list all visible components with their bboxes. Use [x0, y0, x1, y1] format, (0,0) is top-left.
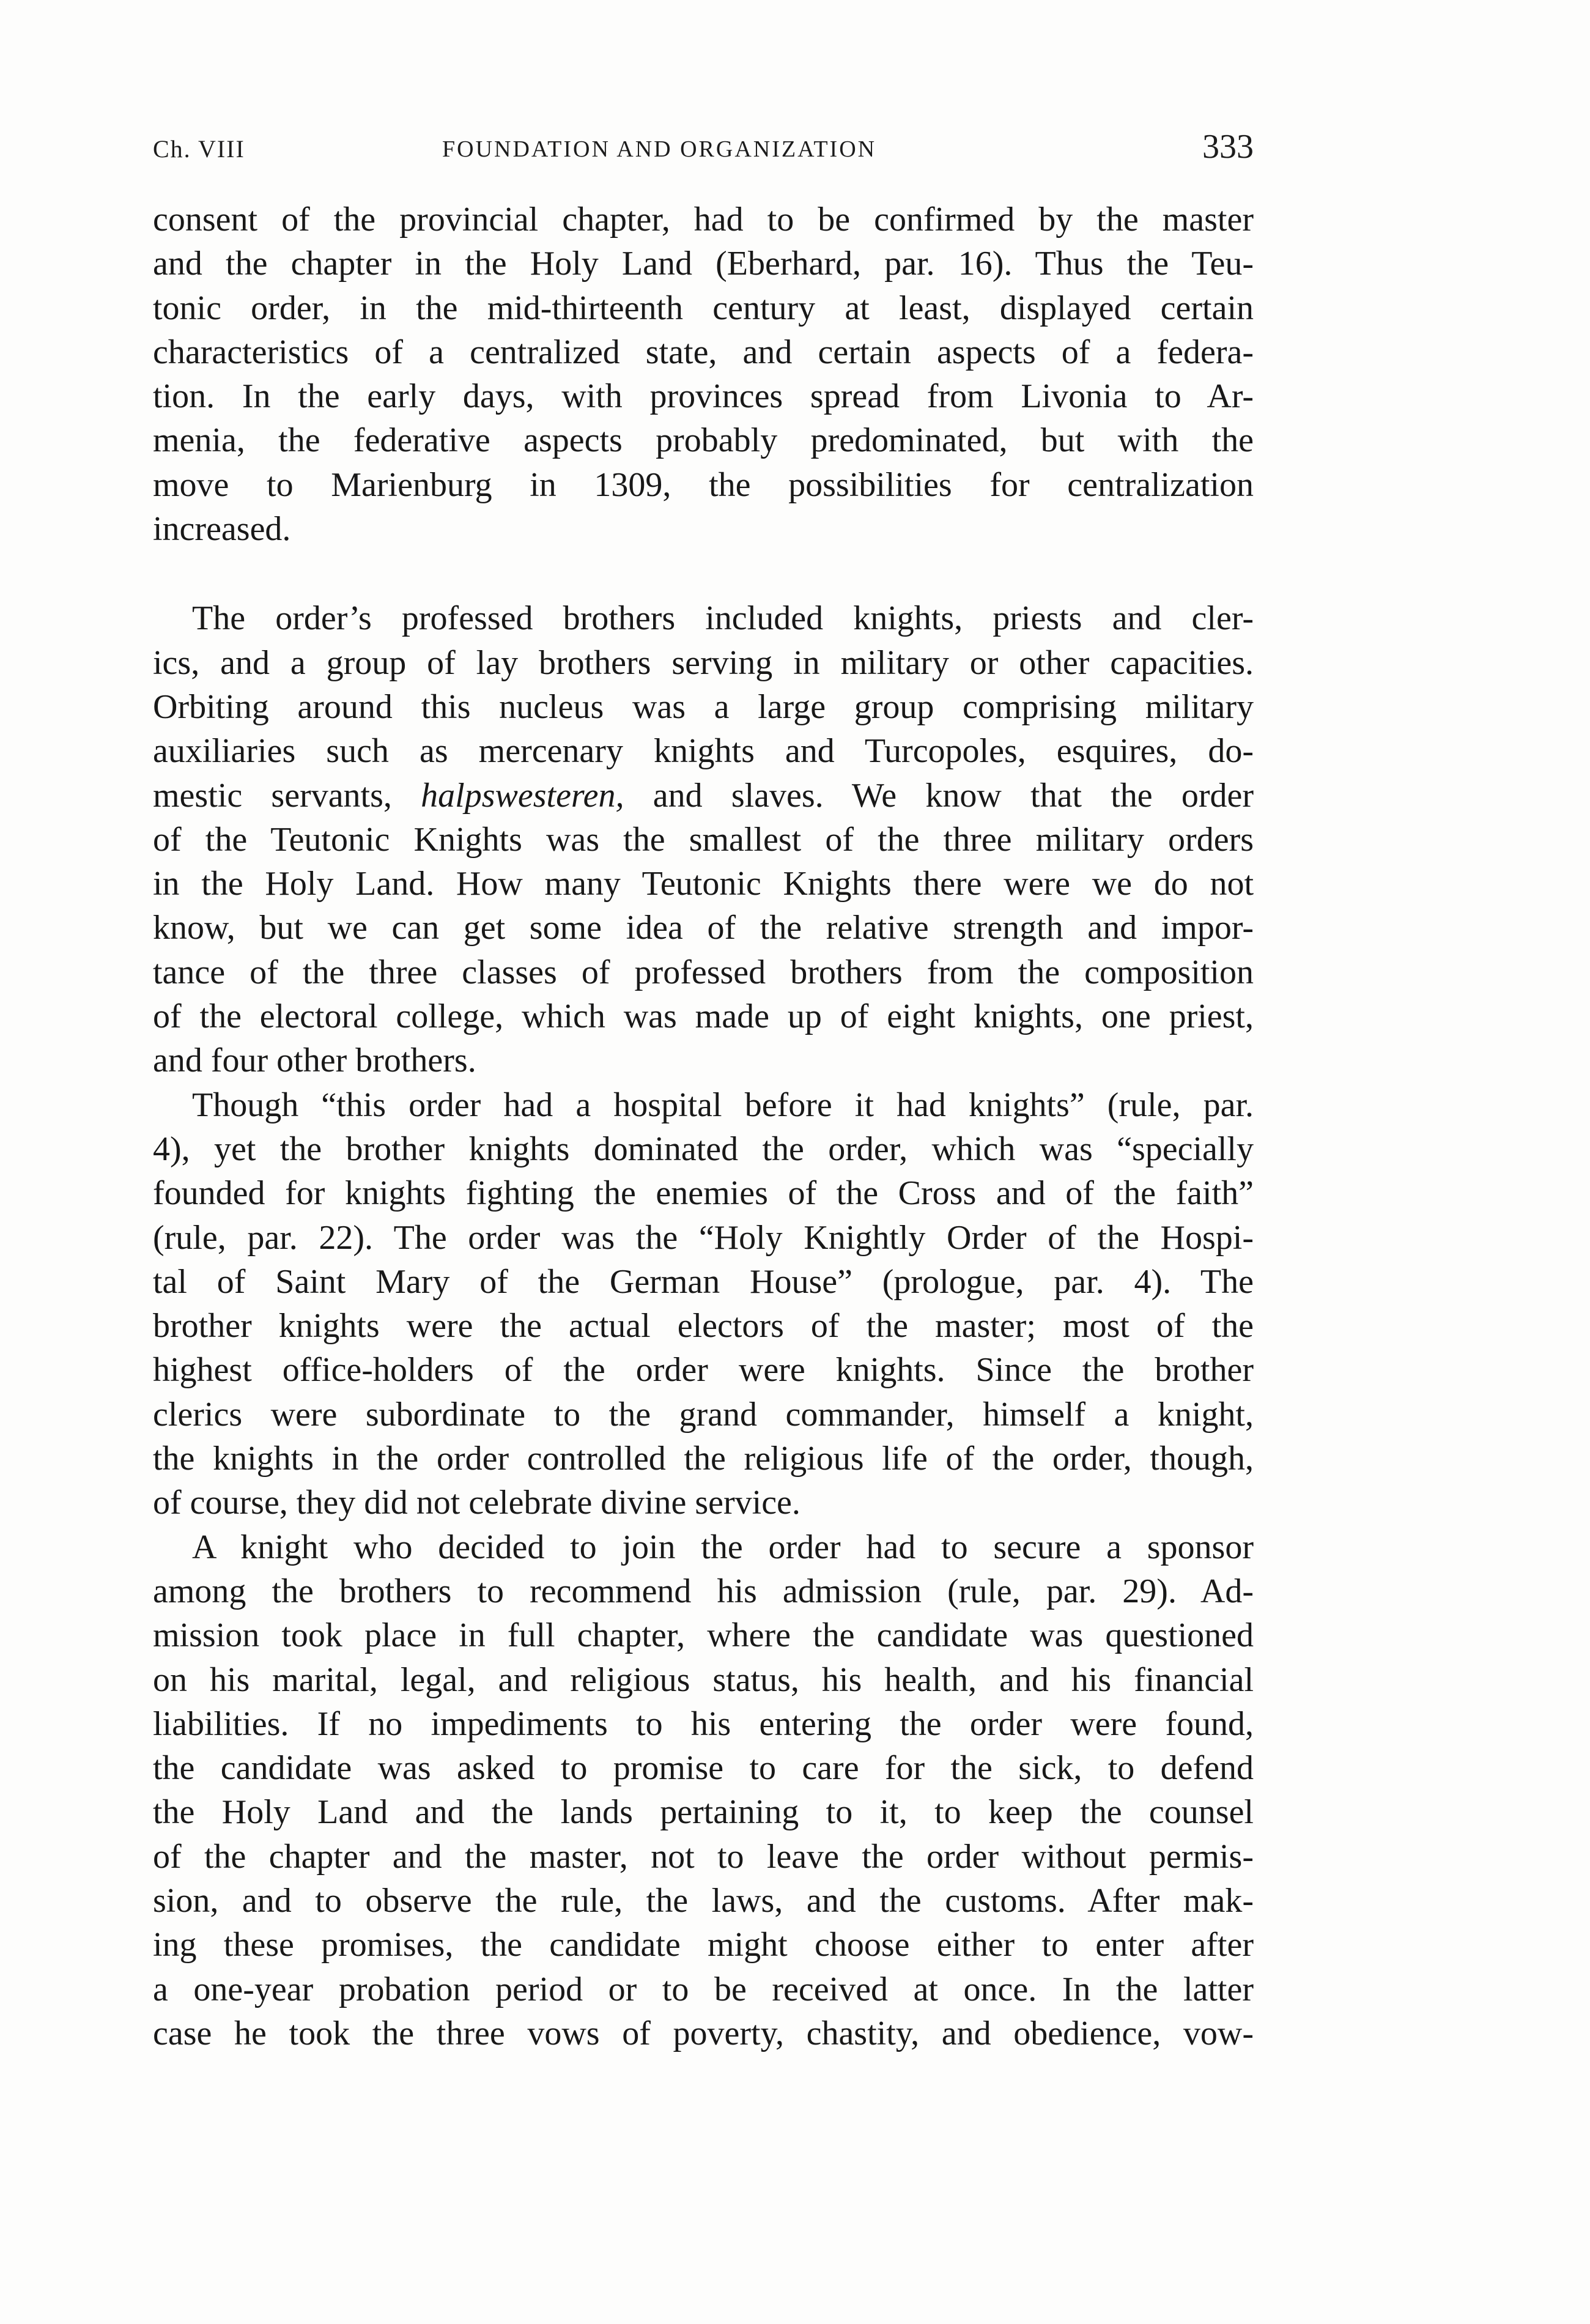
- text-line: 4), yet the brother knights dominated the order, which was “specially: [153, 1130, 1254, 1168]
- chapter-label: Ch. VIII: [153, 135, 245, 163]
- text-line: A knight who decided to join the order had to secure a sponsor: [192, 1528, 1254, 1566]
- text-line: consent of the provincial chapter, had to be confirmed by the master: [153, 201, 1254, 239]
- text-line: in the Holy Land. How many Teutonic Knights there were we do not: [153, 865, 1254, 903]
- text-line: of the chapter and the master, not to leave the order without permis-: [153, 1837, 1254, 1876]
- text-line: and four other brothers.: [153, 1042, 476, 1080]
- text-line: know, but we can get some idea of the relative strength and impor-: [153, 909, 1254, 947]
- text-line: case he took the three vows of poverty, chastity, and obedience, vow-: [153, 2014, 1254, 2052]
- text-line: (rule, par. 22). The order was the “Holy Knightly Order of the Hospi-: [153, 1218, 1254, 1257]
- text-fragment: mestic servants,: [153, 776, 392, 815]
- body-text: [153, 198, 1254, 2056]
- text-line: a one-year probation period or to be received at once. In the latter: [153, 1970, 1254, 2008]
- text-line: brother knights were the actual electors of the master; most of the: [153, 1307, 1254, 1345]
- text-fragment: and slaves. We know that the order: [653, 776, 1254, 815]
- text-line: menia, the federative aspects probably predominated, but with the: [153, 421, 1254, 460]
- text-line: tonic order, in the mid-thirteenth century at least, displayed certain: [153, 289, 1254, 327]
- paragraph-2: [153, 596, 1254, 1082]
- text-line: move to Marienburg in 1309, the possibilities for centralization: [153, 465, 1254, 504]
- text-line: the candidate was asked to promise to care for the sick, to defend: [153, 1749, 1254, 1788]
- text-line: characteristics of a centralized state, and certain aspects of a federa-: [153, 333, 1254, 371]
- text-line: tion. In the early days, with provinces spread from Livonia to Ar-: [153, 377, 1254, 416]
- text-line: liabilities. If no impediments to his entering the order were found,: [153, 1704, 1254, 1743]
- text-line: The order’s professed brothers included knights, priests and cler-: [192, 599, 1254, 638]
- text-line: clerics were subordinate to the grand commander, himself a knight,: [153, 1395, 1254, 1434]
- paragraph-1: [153, 198, 1254, 551]
- text-line: and the chapter in the Holy Land (Eberhard, par. 16). Thus the Teu-: [153, 245, 1254, 283]
- text-line: auxiliaries such as mercenary knights and Turcopoles, esquires, do-: [153, 732, 1254, 771]
- text-line: the Holy Land and the lands pertaining to it, to keep the counsel: [153, 1793, 1254, 1832]
- text-line-with-italic: [153, 774, 1254, 818]
- chapter-title: FOUNDATION AND ORGANIZATION: [442, 136, 877, 162]
- text-line: of the Teutonic Knights was the smallest of the three military orders: [153, 820, 1254, 859]
- paragraph-3: [153, 1083, 1254, 1525]
- text-line: the knights in the order controlled the religious life of the order, though,: [153, 1440, 1254, 1478]
- running-head: [153, 127, 1254, 170]
- page-number: 333: [1202, 128, 1254, 166]
- text-line: of course, they did not celebrate divine service.: [153, 1484, 801, 1522]
- text-line: increased.: [153, 510, 291, 549]
- italic-term: halpswesteren,: [421, 776, 624, 815]
- paragraph-4: [153, 1525, 1254, 2056]
- text-line: ing these promises, the candidate might choose either to enter after: [153, 1926, 1254, 1964]
- text-line: highest office-holders of the order were knights. Since the brother: [153, 1351, 1254, 1390]
- text-line: sion, and to observe the rule, the laws, and the customs. After mak-: [153, 1881, 1254, 1920]
- text-line: tance of the three classes of professed brothers from the composition: [153, 953, 1254, 991]
- text-line: Though “this order had a hospital before it had knights” (rule, par.: [192, 1086, 1254, 1124]
- text-line: Orbiting around this nucleus was a large group comprising military: [153, 687, 1254, 726]
- text-line: among the brothers to recommend his admission (rule, par. 29). Ad-: [153, 1572, 1254, 1610]
- text-line: tal of Saint Mary of the German House” (prologue, par. 4). The: [153, 1262, 1254, 1301]
- text-line: mission took place in full chapter, where the candidate was questioned: [153, 1616, 1254, 1655]
- text-line: on his marital, legal, and religious status, his health, and his financial: [153, 1660, 1254, 1699]
- text-line: ics, and a group of lay brothers serving in military or other capacities.: [153, 643, 1254, 682]
- text-line: of the electoral college, which was made up of eight knights, one priest,: [153, 997, 1254, 1036]
- text-line: founded for knights fighting the enemies of the Cross and of the faith”: [153, 1174, 1254, 1213]
